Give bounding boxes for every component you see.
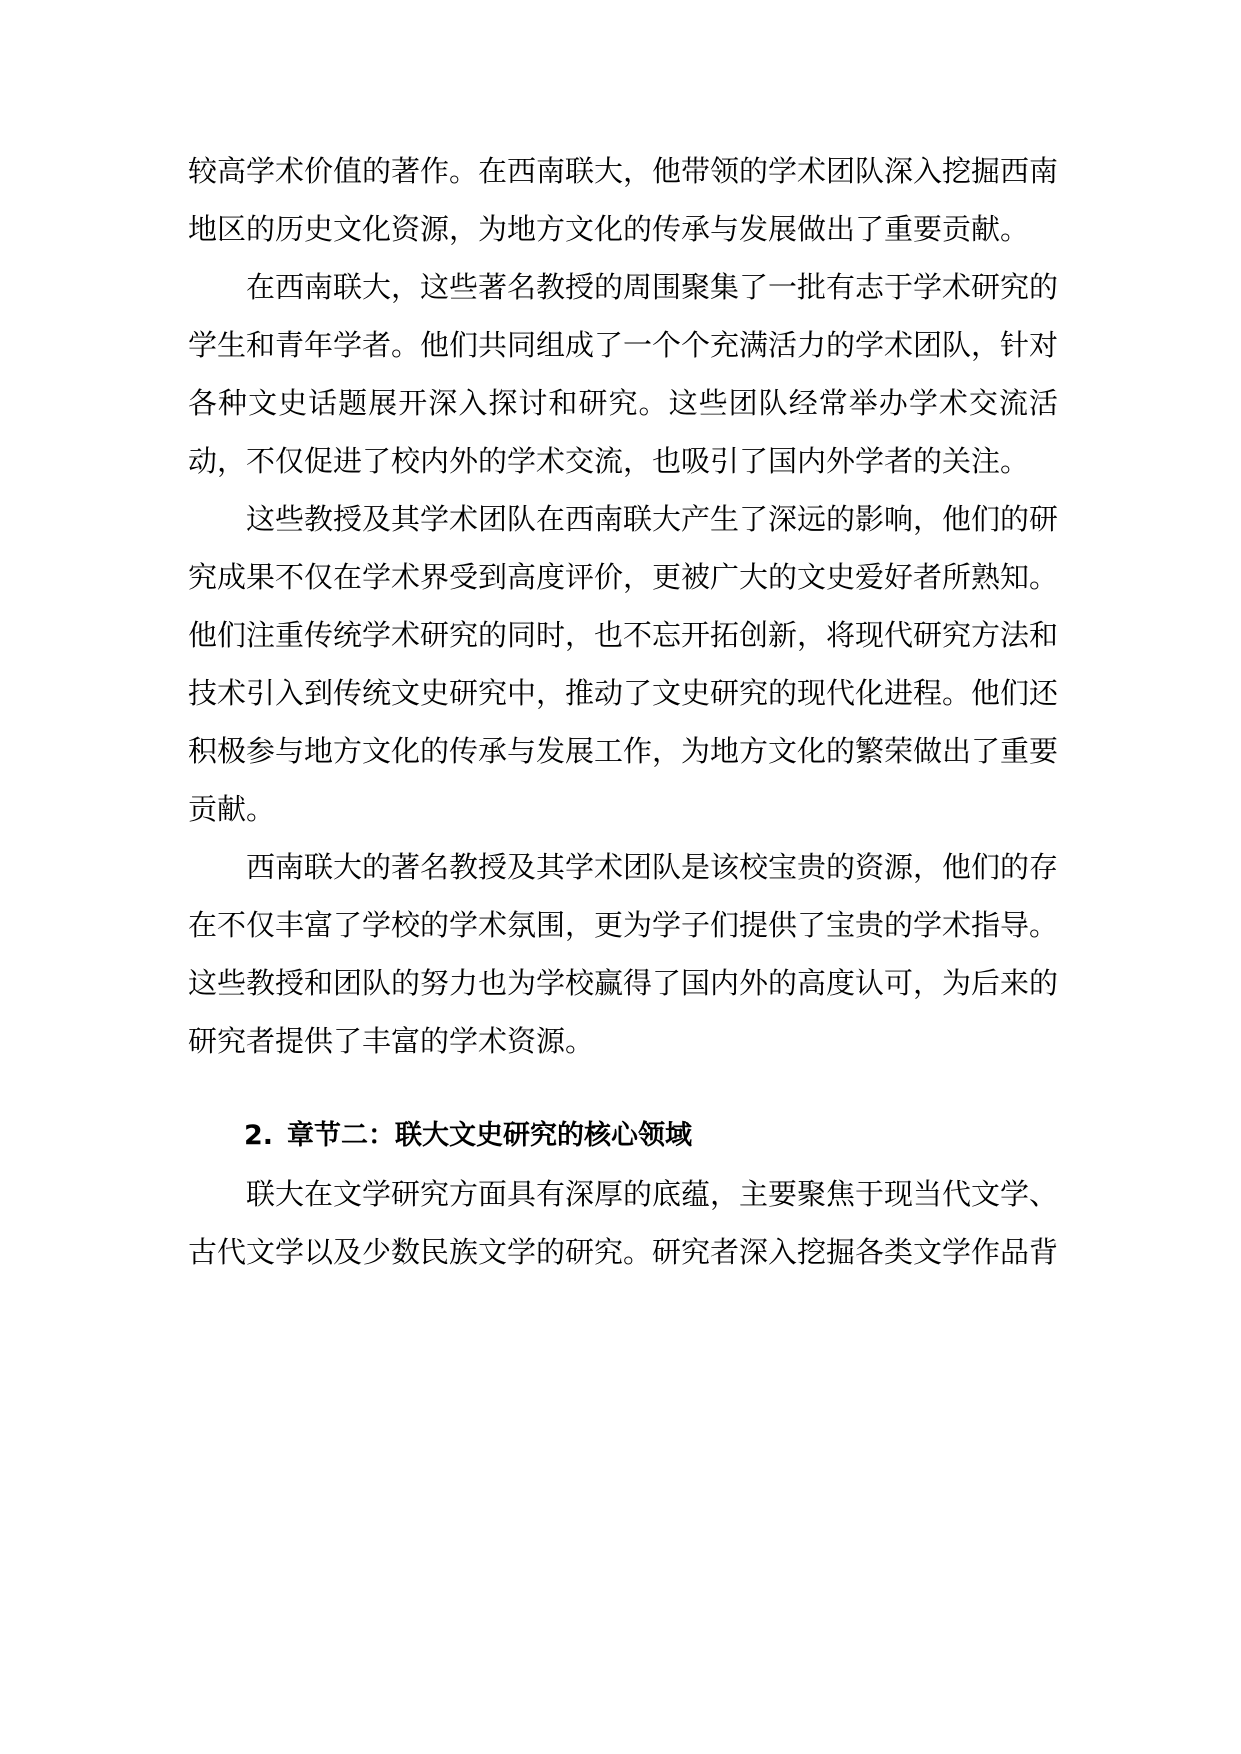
paragraph-influence: 这些教授及其学术团队在西南联大产生了深远的影响，他们的研究成果不仅在学术界受到高度评价，更被广大的文史爱好者所熟知。他们注重传统学术研究的同时，也不忘开拓创新，将现代研究方法和技术引入到传统文史研究中，推动了文史研究的现代化进程。他们还积极参与地方文化的传承与发展工作，为地方文化的繁荣做出了重要贡献。: [188, 502, 1059, 826]
section-number: 2.: [244, 1120, 274, 1151]
page-content: [188, 142, 1058, 1281]
paragraph-continued: 较高学术价值的著作。在西南联大，他带领的学术团队深入挖掘西南地区的历史文化资源，为地方文化的传承与发展做出了重要贡献。: [188, 154, 1059, 246]
paragraph-resources: 西南联大的著名教授及其学术团队是该校宝贵的资源，他们的存在不仅丰富了学校的学术氛围，更为学子们提供了宝贵的学术指导。这些教授和团队的努力也为学校赢得了国内外的高度认可，为后来的研究者提供了丰富的学术资源。: [188, 850, 1059, 1058]
paragraph-academic-teams: 在西南联大，这些著名教授的周围聚集了一批有志于学术研究的学生和青年学者。他们共同组成了一个个充满活力的学术团队，针对各种文史话题展开深入探讨和研究。这些团队经常举办学术交流活动，不仅促进了校内外的学术交流，也吸引了国内外学者的关注。: [188, 270, 1059, 478]
paragraph-literature-research: 联大在文学研究方面具有深厚的底蕴，主要聚焦于现当代文学、古代文学以及少数民族文学的研究。研究者深入挖掘各类文学作品背: [188, 1177, 1059, 1269]
section-heading: [188, 1107, 1058, 1165]
section-title: 章节二：联大文史研究的核心领域: [287, 1120, 693, 1151]
